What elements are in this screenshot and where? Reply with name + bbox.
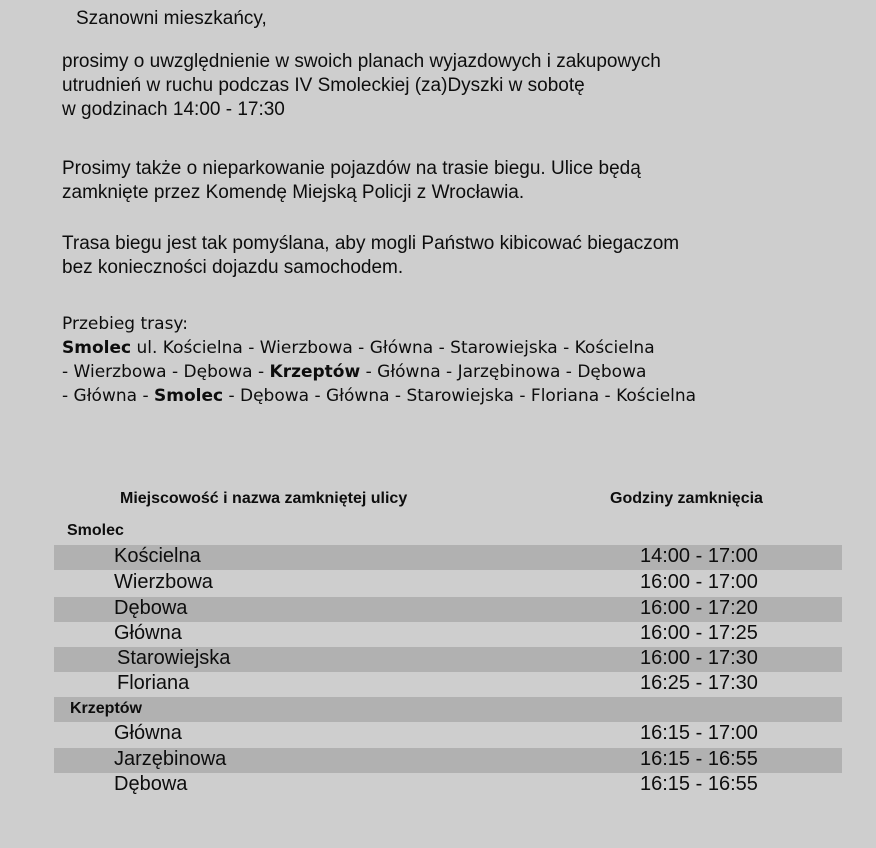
table-header-location: Miejscowość i nazwa zamkniętej ulicy <box>120 490 408 507</box>
paragraph-line: bez konieczności dojazdu samochodem. <box>62 257 404 278</box>
paragraph-line: zamknięte przez Komendę Miejską Policji z Wrocławia. <box>62 182 525 203</box>
closure-hours: 16:00 - 17:30 <box>640 647 758 669</box>
closure-hours: 16:00 - 17:00 <box>640 571 758 593</box>
street-name: Główna <box>114 722 182 744</box>
street-name: Dębowa <box>114 773 188 795</box>
route-town: Krzeptów <box>269 362 361 382</box>
street-name: Starowiejska <box>117 647 231 669</box>
table-row <box>0 545 876 571</box>
table-group-town: Krzeptów <box>70 700 142 717</box>
greeting: Szanowni mieszkańcy, <box>76 8 267 29</box>
closure-hours: 16:15 - 17:00 <box>640 722 758 744</box>
paragraph-line: Trasa biegu jest tak pomyślana, aby mogli Państwo kibicować biegaczom <box>62 233 680 254</box>
closure-hours: 16:15 - 16:55 <box>640 748 758 770</box>
route-town: Smolec <box>153 386 224 406</box>
route-town: Smolec <box>62 338 132 358</box>
route-label: Przebieg trasy: <box>62 314 188 334</box>
table-row <box>0 748 876 774</box>
paragraph-spectators <box>62 232 679 280</box>
street-name: Floriana <box>117 672 190 694</box>
street-name: Jarzębinowa <box>114 748 227 770</box>
route-text: - Dębowa - Główna - Starowiejska - Floriana - Kościelna <box>223 386 697 406</box>
closure-hours: 16:25 - 17:30 <box>640 672 758 694</box>
paragraph-line: utrudnień w ruchu podczas IV Smoleckiej (za)Dyszki w sobotę <box>62 75 585 96</box>
table-row <box>0 672 876 698</box>
paragraph-line: w godzinach 14:00 - 17:30 <box>62 99 285 120</box>
table-row <box>0 622 876 648</box>
route-line <box>62 360 696 384</box>
paragraph-line: prosimy o uwzględnienie w swoich planach wyjazdowych i zakupowych <box>62 51 661 72</box>
route-text: - Wierzbowa - Dębowa - <box>62 362 270 382</box>
route-text: - Główna - <box>62 386 154 406</box>
route-line <box>62 336 696 360</box>
closure-hours: 16:00 - 17:20 <box>640 597 758 619</box>
street-name: Główna <box>114 622 182 644</box>
table-header-hours: Godziny zamknięcia <box>610 490 763 507</box>
route-text: ul. Kościelna - Wierzbowa - Główna - Starowiejska - Kościelna <box>131 338 655 358</box>
row-band <box>54 697 842 722</box>
route-text: - Główna - Jarzębinowa - Dębowa <box>360 362 647 382</box>
route-description <box>62 312 696 408</box>
table-group-town: Smolec <box>67 522 124 539</box>
paragraph-parking <box>62 157 641 205</box>
closure-hours: 16:00 - 17:25 <box>640 622 758 644</box>
closure-hours: 16:15 - 16:55 <box>640 773 758 795</box>
street-name: Dębowa <box>114 597 188 619</box>
table-row <box>0 722 876 748</box>
table-row <box>0 597 876 623</box>
route-line <box>62 384 696 408</box>
street-name: Wierzbowa <box>114 571 213 593</box>
paragraph-closures <box>62 50 661 122</box>
closure-hours: 14:00 - 17:00 <box>640 545 758 567</box>
table-row <box>0 647 876 673</box>
street-name: Kościelna <box>114 545 201 567</box>
table-row <box>0 773 876 799</box>
table-row <box>0 571 876 597</box>
paragraph-line: Prosimy także o nieparkowanie pojazdów na trasie biegu. Ulice będą <box>62 158 641 179</box>
